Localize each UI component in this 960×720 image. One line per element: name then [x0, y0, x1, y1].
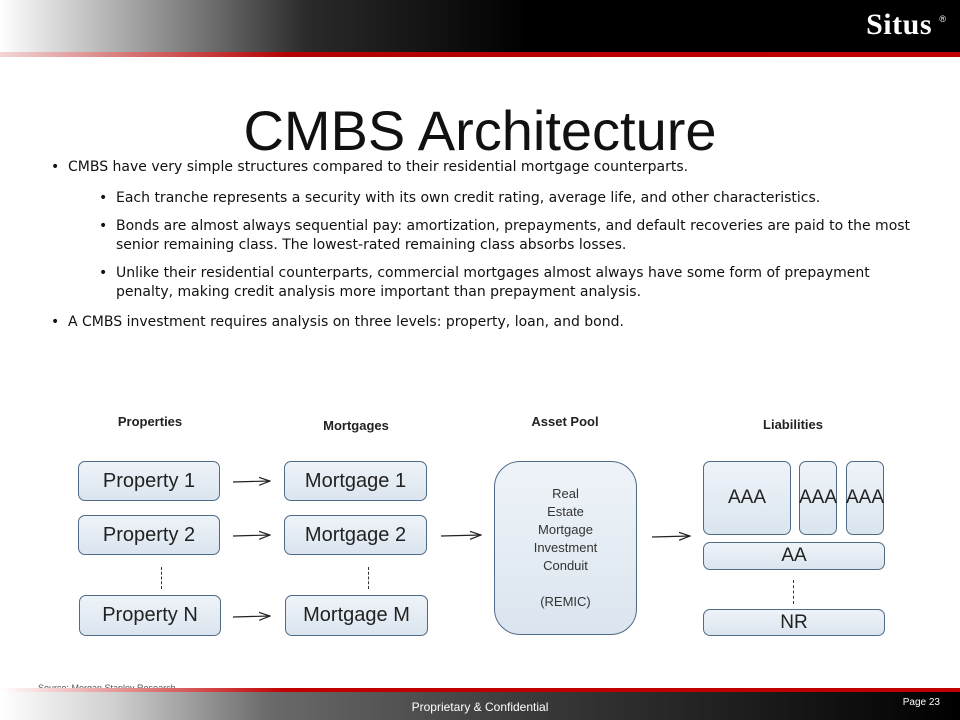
property-box: Property 1	[78, 461, 220, 501]
slide-title: CMBS Architecture	[243, 99, 717, 162]
conduit-text-line: Conduit	[543, 558, 588, 573]
page-number: Page 23	[902, 697, 940, 708]
bullet-item: • CMBS have very simple structures compared to their residential mortgage counterparts.	[48, 158, 918, 177]
conduit-text-line: Investment	[533, 540, 598, 555]
sub-bullet-item: • Unlike their residential counterparts, commercial mortgages almost always have some form of prepayment penalty, making credit analysis more important than prepayment analysis.	[96, 264, 918, 302]
bullet-item: • A CMBS investment requires analysis on three levels: property, loan, and bond.	[48, 313, 918, 332]
arrow	[233, 481, 270, 482]
arrow	[233, 535, 270, 536]
tranche-label: AAA	[845, 487, 885, 508]
nr-tranche-box: NR	[703, 609, 885, 636]
situs-logo: Situs	[866, 8, 932, 41]
tranche-label: AAA	[727, 487, 767, 508]
arrow	[233, 616, 270, 617]
property-box: Property 2	[78, 515, 220, 555]
liabilities-header: Liabilities	[763, 417, 823, 432]
conduit-text-line: (REMIC)	[540, 594, 591, 609]
registered-mark: ®	[939, 14, 946, 24]
mortgage-box: Mortgage 1	[284, 461, 427, 501]
sub-bullet-item: • Bonds are almost always sequential pay: amortization, prepayments, and default recoveries are paid to the most senior remaining class. The lowest-rated remaining class absorbs losses.	[96, 217, 918, 255]
conduit-text-line: Mortgage	[538, 522, 593, 537]
aa-tranche-box: AA	[703, 542, 885, 570]
arrow	[652, 536, 690, 537]
properties-header: Properties	[117, 414, 183, 429]
conduit-text-line: Real	[552, 486, 579, 501]
sub-bullet-item: • Each tranche represents a security with its own credit rating, average life, and other characteristics.	[96, 189, 918, 208]
mortgages-header: Mortgages	[323, 418, 389, 433]
arrow	[441, 535, 481, 536]
property-box: Property N	[79, 595, 221, 636]
mortgage-box: Mortgage M	[285, 595, 428, 636]
tranche-label: AAA	[798, 487, 838, 508]
asset-pool-header: Asset Pool	[531, 414, 599, 429]
confidential-label: Proprietary & Confidential	[411, 700, 549, 714]
conduit-text-line: Estate	[547, 504, 584, 519]
mortgage-box: Mortgage 2	[284, 515, 427, 555]
